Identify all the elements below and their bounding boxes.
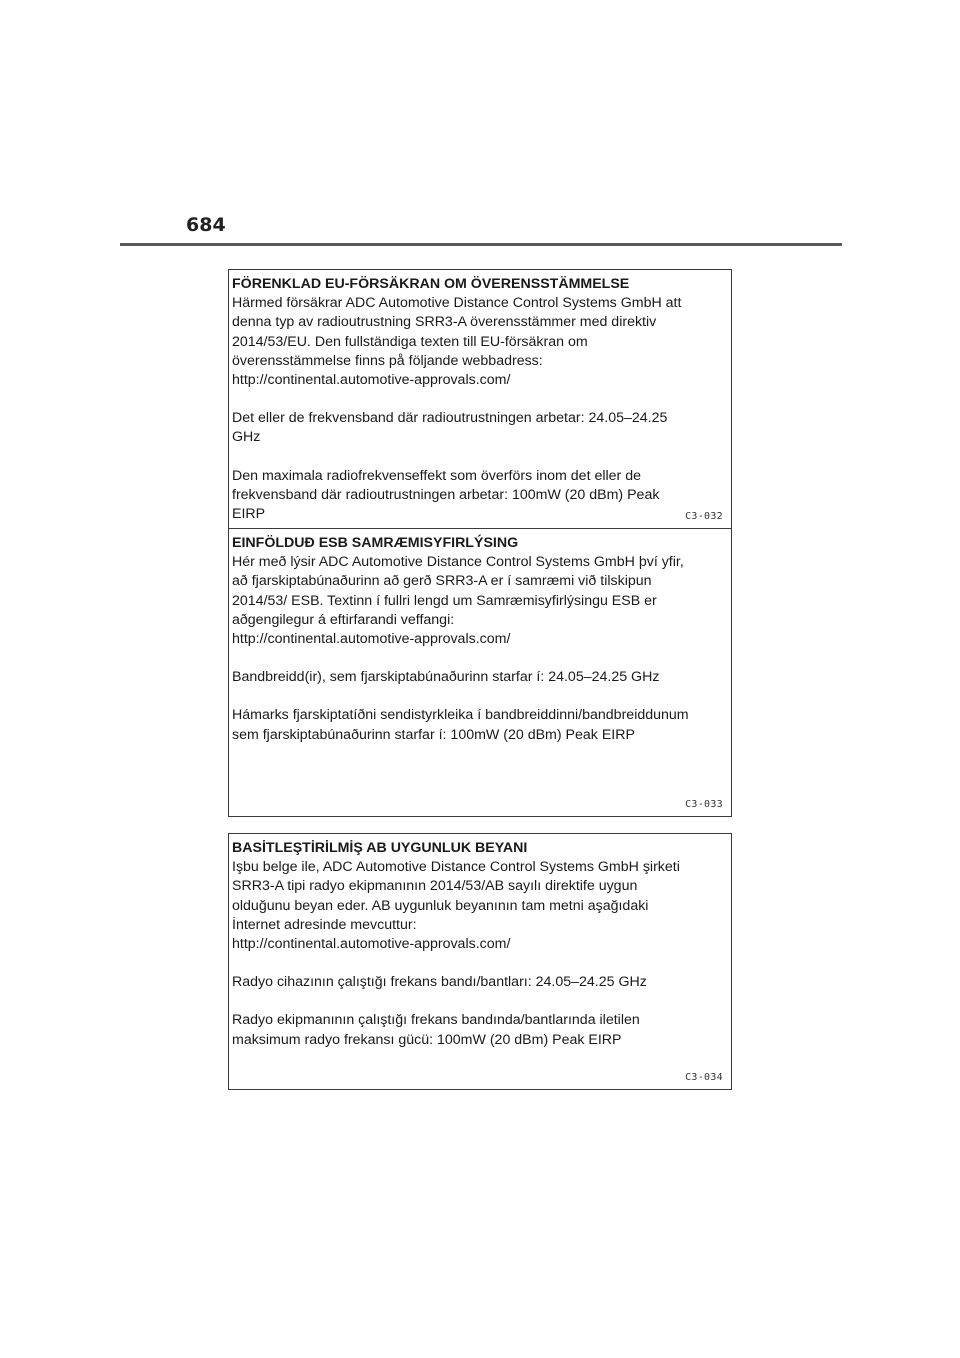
- declaration-title: EINFÖLDUÐ ESB SAMRÆMISYFIRLÝSING: [232, 535, 519, 551]
- declaration-title: BASİTLEŞTİRİLMİŞ AB UYGUNLUK BEYANI: [232, 840, 528, 856]
- text-line: Härmed försäkrar ADC Automotive Distance Control Systems GmbH att: [232, 295, 682, 312]
- figure-code: C3-032: [685, 511, 723, 522]
- figure-code: C3-033: [685, 799, 723, 810]
- power-paragraph: [232, 467, 729, 525]
- declaration-text-icelandic: [232, 534, 729, 745]
- declaration-paragraph: [232, 294, 729, 390]
- frequency-paragraph: [232, 973, 729, 992]
- power-paragraph: [232, 706, 729, 744]
- declaration-box-swedish: [228, 269, 732, 529]
- frequency-paragraph: [232, 668, 729, 687]
- text-line: EIRP: [232, 506, 266, 523]
- text-line: överensstämmelse finns på följande webbadress:: [232, 352, 543, 369]
- text-line: Radyo cihazının çalıştığı frekans bandı/bantları: 24.05–24.25 GHz: [232, 974, 647, 991]
- text-line: að fjarskiptabúnaðurinn að gerð SRR3-A er í samræmi við tilskipun: [232, 573, 652, 590]
- text-line: maksimum radyo frekansı gücü: 100mW (20 dBm) Peak EIRP: [232, 1031, 622, 1048]
- declaration-paragraph: [232, 553, 729, 649]
- text-line: aðgengilegur á eftirfarandi veffangi:: [232, 611, 455, 628]
- text-line: 2014/53/EU. Den fullständiga texten till EU-försäkran om: [232, 333, 588, 350]
- text-line: Den maximala radiofrekvenseffekt som överförs inom det eller de: [232, 467, 641, 484]
- text-line: 2014/53/ ESB. Textinn í fullri lengd um Samræmisyfirlýsingu ESB er: [232, 592, 657, 609]
- declaration-box-icelandic: [228, 528, 732, 817]
- declaration-paragraph: [232, 858, 729, 954]
- text-line: SRR3-A tipi radyo ekipmanının 2014/53/AB sayılı direktife uygun: [232, 878, 638, 895]
- text-line: Hámarks fjarskiptatíðni sendistyrkleika í bandbreiddinni/bandbreiddunum: [232, 707, 689, 724]
- text-line: GHz: [232, 429, 261, 446]
- text-line: Hér með lýsir ADC Automotive Distance Control Systems GmbH því yfir,: [232, 554, 684, 571]
- text-line: denna typ av radioutrustning SRR3-A överensstämmer med direktiv: [232, 314, 657, 331]
- declaration-text-turkish: [232, 839, 729, 1050]
- declaration-text-swedish: [232, 275, 729, 524]
- text-line: Det eller de frekvensband där radioutrustningen arbetar: 24.05–24.25: [232, 410, 668, 427]
- header-divider: [120, 243, 842, 246]
- text-line: Radyo ekipmanının çalıştığı frekans bandında/bantlarında iletilen: [232, 1012, 640, 1029]
- frequency-paragraph: [232, 409, 729, 447]
- figure-code: C3-034: [685, 1072, 723, 1083]
- declaration-box-turkish: [228, 833, 732, 1090]
- url-text: http://continental.automotive-approvals.com/: [232, 936, 511, 953]
- declaration-title: FÖRENKLAD EU-FÖRSÄKRAN OM ÖVERENSSTÄMMELSE: [232, 276, 630, 292]
- url-text: http://continental.automotive-approvals.com/: [232, 631, 511, 648]
- text-line: sem fjarskiptabúnaðurinn starfar í: 100mW (20 dBm) Peak EIRP: [232, 726, 635, 743]
- text-line: Bandbreidd(ir), sem fjarskiptabúnaðurinn starfar í: 24.05–24.25 GHz: [232, 669, 660, 686]
- page-number: 684: [186, 214, 226, 236]
- power-paragraph: [232, 1011, 729, 1049]
- url-text: http://continental.automotive-approvals.com/: [232, 372, 511, 389]
- text-line: frekvensband där radioutrustningen arbetar: 100mW (20 dBm) Peak: [232, 486, 660, 503]
- text-line: İnternet adresinde mevcuttur:: [232, 916, 417, 933]
- text-line: olduğunu beyan eder. AB uygunluk beyanının tam metni aşağıdaki: [232, 897, 649, 914]
- text-line: Işbu belge ile, ADC Automotive Distance Control Systems GmbH şirketi: [232, 859, 680, 876]
